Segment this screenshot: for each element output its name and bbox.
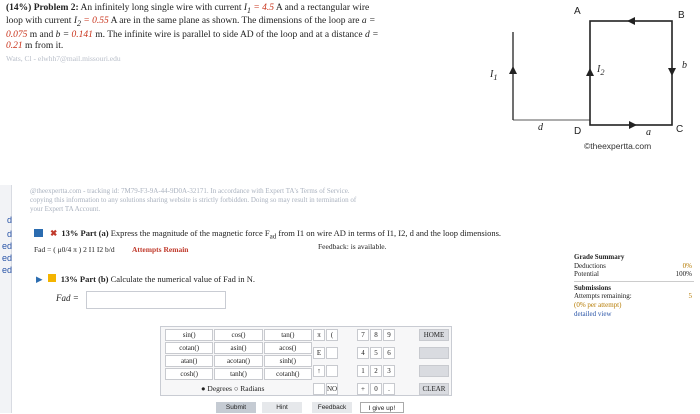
part-a-label: 13% Part (a) — [61, 228, 109, 238]
b-label: b = — [55, 29, 70, 40]
left-nav-strip — [0, 185, 12, 413]
symbol-button[interactable] — [326, 347, 338, 359]
i2-symbol: I — [73, 16, 77, 27]
d-value: 0.21 — [6, 41, 23, 52]
cosh-button[interactable]: cosh() — [165, 368, 213, 380]
label-b-corner: B — [678, 10, 685, 21]
part-a-question-sub: ad — [269, 232, 277, 241]
feedback-available[interactable]: Feedback: is available. — [318, 241, 387, 251]
potential-label: Potential — [574, 270, 599, 279]
label-dim-b: b — [682, 60, 687, 71]
policy-line-2: copying this information to any solutions sharing website is strictly forbidden. Doing so may result in termination of — [30, 196, 357, 204]
part-a-question: Express the magnitude of the magnetic force F — [110, 228, 270, 238]
attempts-remaining-label: Attempts remaining: — [574, 292, 632, 301]
label-i1-sub: 1 — [493, 73, 498, 82]
tan-button[interactable]: tan() — [264, 329, 312, 341]
i2-value: = 0.55 — [83, 16, 109, 27]
d-label: d = — [365, 29, 379, 40]
pi-button[interactable]: π — [313, 329, 325, 341]
tanh-button[interactable]: tanh() — [214, 368, 262, 380]
left-strip-tag[interactable]: d — [6, 229, 12, 239]
left-strip-tag[interactable]: ed — [1, 253, 12, 263]
b-value: 0.141 — [71, 29, 93, 40]
x-icon: ✖ — [50, 228, 58, 238]
open-paren-button[interactable]: ( — [326, 329, 338, 341]
digit-9-button[interactable]: 9 — [383, 329, 395, 341]
label-dim-d: d — [538, 122, 543, 133]
side-buttons — [419, 329, 451, 401]
deductions-label: Deductions — [574, 261, 606, 270]
submissions-title: Submissions — [574, 283, 611, 292]
part-a-answer-row — [34, 241, 574, 256]
side-button[interactable] — [419, 347, 449, 359]
policy-line-3: your Expert TA Account. — [30, 205, 101, 213]
part-a — [34, 228, 574, 256]
problem-text-1: An infinitely long single wire with current — [80, 3, 242, 13]
acotan-button[interactable]: acotan() — [214, 355, 262, 367]
side-button[interactable] — [419, 365, 449, 377]
function-buttons — [165, 329, 313, 381]
number-buttons — [357, 329, 419, 401]
digit-2-button[interactable]: 2 — [370, 365, 382, 377]
grade-summary-title: Grade Summary — [574, 253, 625, 261]
label-i1-text: I — [490, 69, 494, 80]
decimal-button[interactable]: . — [383, 383, 395, 395]
digit-1-button[interactable]: 1 — [357, 365, 369, 377]
digit-4-button[interactable]: 4 — [357, 347, 369, 359]
give-up-button[interactable]: I give up! — [360, 402, 404, 413]
hint-button[interactable]: Hint — [262, 402, 302, 413]
problem-figure — [470, 2, 698, 162]
calculator-keypad — [160, 326, 452, 396]
cotan-button[interactable]: cotan() — [165, 342, 213, 354]
left-strip-tag[interactable]: d — [6, 215, 12, 225]
policy-line-1: @theexpertta.com - tracking id: 7M79-F3-9A-44-9D0A-32171. In accordance with Expert TA's Terms of Service. — [30, 187, 350, 195]
label-a-corner: A — [574, 6, 581, 17]
i2-arrow-top — [627, 17, 635, 25]
problem-text-7: m from it. — [25, 41, 64, 52]
digit-0-button[interactable]: 0 — [370, 383, 382, 395]
power-button[interactable]: ↑ — [313, 365, 325, 377]
symbol-button[interactable] — [313, 383, 325, 395]
deductions-value: 0% — [682, 261, 692, 270]
copyright-text: ©theexpertta.com — [584, 141, 652, 151]
answer-input-field[interactable] — [86, 291, 226, 309]
feedback-button[interactable]: Feedback — [312, 402, 352, 413]
atan-button[interactable]: atan() — [165, 355, 213, 367]
label-dim-a: a — [646, 127, 651, 138]
i1-value: = 4.5 — [253, 3, 275, 13]
symbol-button[interactable] — [326, 365, 338, 377]
cotanh-button[interactable]: cotanh() — [264, 368, 312, 380]
answer-label: Fad = — [56, 293, 79, 303]
left-strip-tag[interactable]: ed — [1, 241, 12, 251]
i1-sub: 1 — [247, 5, 251, 15]
radians-label[interactable]: Radians — [240, 384, 265, 393]
label-i2 — [597, 64, 605, 77]
a-label: a = — [361, 16, 376, 27]
warning-icon — [48, 274, 56, 282]
problem-text-4: A are in the same plane as shown. The dimensions of the loop are — [110, 16, 360, 27]
degrees-label[interactable]: Degrees — [207, 384, 232, 393]
problem-text-3: loop with current — [6, 16, 72, 27]
potential-value: 100% — [675, 270, 692, 279]
sin-button[interactable]: sin() — [165, 329, 213, 341]
expand-triangle-icon[interactable]: ▶ — [36, 274, 43, 284]
digit-8-button[interactable]: 8 — [370, 329, 382, 341]
part-a-question-rest: from I1 on wire AD in terms of I1, I2, d and the loop dimensions. — [278, 228, 502, 238]
problem-text-6: m. The infinite wire is parallel to side AD of the loop and at a distance — [95, 29, 363, 40]
symbol-buttons — [313, 329, 357, 401]
problem-text-5: m and — [29, 29, 54, 40]
label-i2-sub: 2 — [600, 68, 605, 77]
angle-mode — [201, 384, 264, 393]
part-b-question: Calculate the numerical value of Fad in N. — [110, 274, 256, 284]
problem-text-2: A and a rectangular wire — [275, 3, 370, 13]
wire-loop-diagram — [470, 2, 698, 162]
label-c-corner: C — [676, 124, 684, 135]
a-value: 0.075 — [6, 29, 28, 40]
problem-header: (14%) Problem 2: — [6, 3, 79, 13]
action-buttons — [0, 402, 700, 413]
part-b — [36, 274, 255, 285]
digit-6-button[interactable]: 6 — [383, 347, 395, 359]
part-a-formula: Fad = ( μ0/4 π ) 2 I1 I2 b/d — [34, 244, 115, 254]
radians-radio-icon[interactable]: ○ — [233, 384, 239, 393]
home-button[interactable]: HOME — [419, 329, 449, 341]
grade-summary — [574, 253, 698, 383]
digit-3-button[interactable]: 3 — [383, 365, 395, 377]
no-button[interactable]: NO — [327, 385, 338, 393]
label-i1 — [490, 69, 498, 82]
asin-button[interactable]: asin() — [214, 342, 262, 354]
label-i2-text: I — [597, 64, 601, 75]
i1-arrow — [509, 66, 517, 74]
i2-arrow-right — [668, 68, 676, 76]
check-icon — [34, 229, 43, 237]
left-strip-tag[interactable]: ed — [1, 265, 12, 275]
submit-button[interactable]: Submit — [216, 402, 256, 413]
clear-button[interactable]: CLEAR — [419, 383, 449, 395]
cos-button[interactable]: cos() — [214, 329, 262, 341]
e-button[interactable]: E — [313, 347, 325, 359]
grade-divider — [574, 281, 694, 282]
plus-button[interactable]: + — [357, 383, 369, 395]
attempts-remaining-value: 5 — [688, 292, 692, 301]
problem-statement — [6, 3, 476, 65]
attempts-remaining-warning: Attempts Remain — [132, 244, 189, 254]
acos-button[interactable]: acos() — [264, 342, 312, 354]
detailed-view-link[interactable]: detailed view — [574, 309, 612, 318]
i1-symbol: I — [243, 3, 248, 13]
digit-7-button[interactable]: 7 — [357, 329, 369, 341]
i2-sub: 2 — [76, 19, 81, 29]
i2-arrow-left — [586, 68, 594, 76]
student-watermark: Wats, Cl - elwhh7@mail.missouri.edu — [6, 53, 121, 63]
degrees-radio-icon[interactable]: ● — [201, 384, 206, 393]
per-attempt-note: (0% per attempt) — [574, 300, 622, 309]
label-d-corner: D — [574, 126, 582, 137]
digit-5-button[interactable]: 5 — [370, 347, 382, 359]
i2-arrow-bottom — [629, 121, 637, 129]
tracking-policy — [30, 187, 460, 214]
part-b-label: 13% Part (b) — [60, 274, 109, 284]
sinh-button[interactable]: sinh() — [264, 355, 312, 367]
